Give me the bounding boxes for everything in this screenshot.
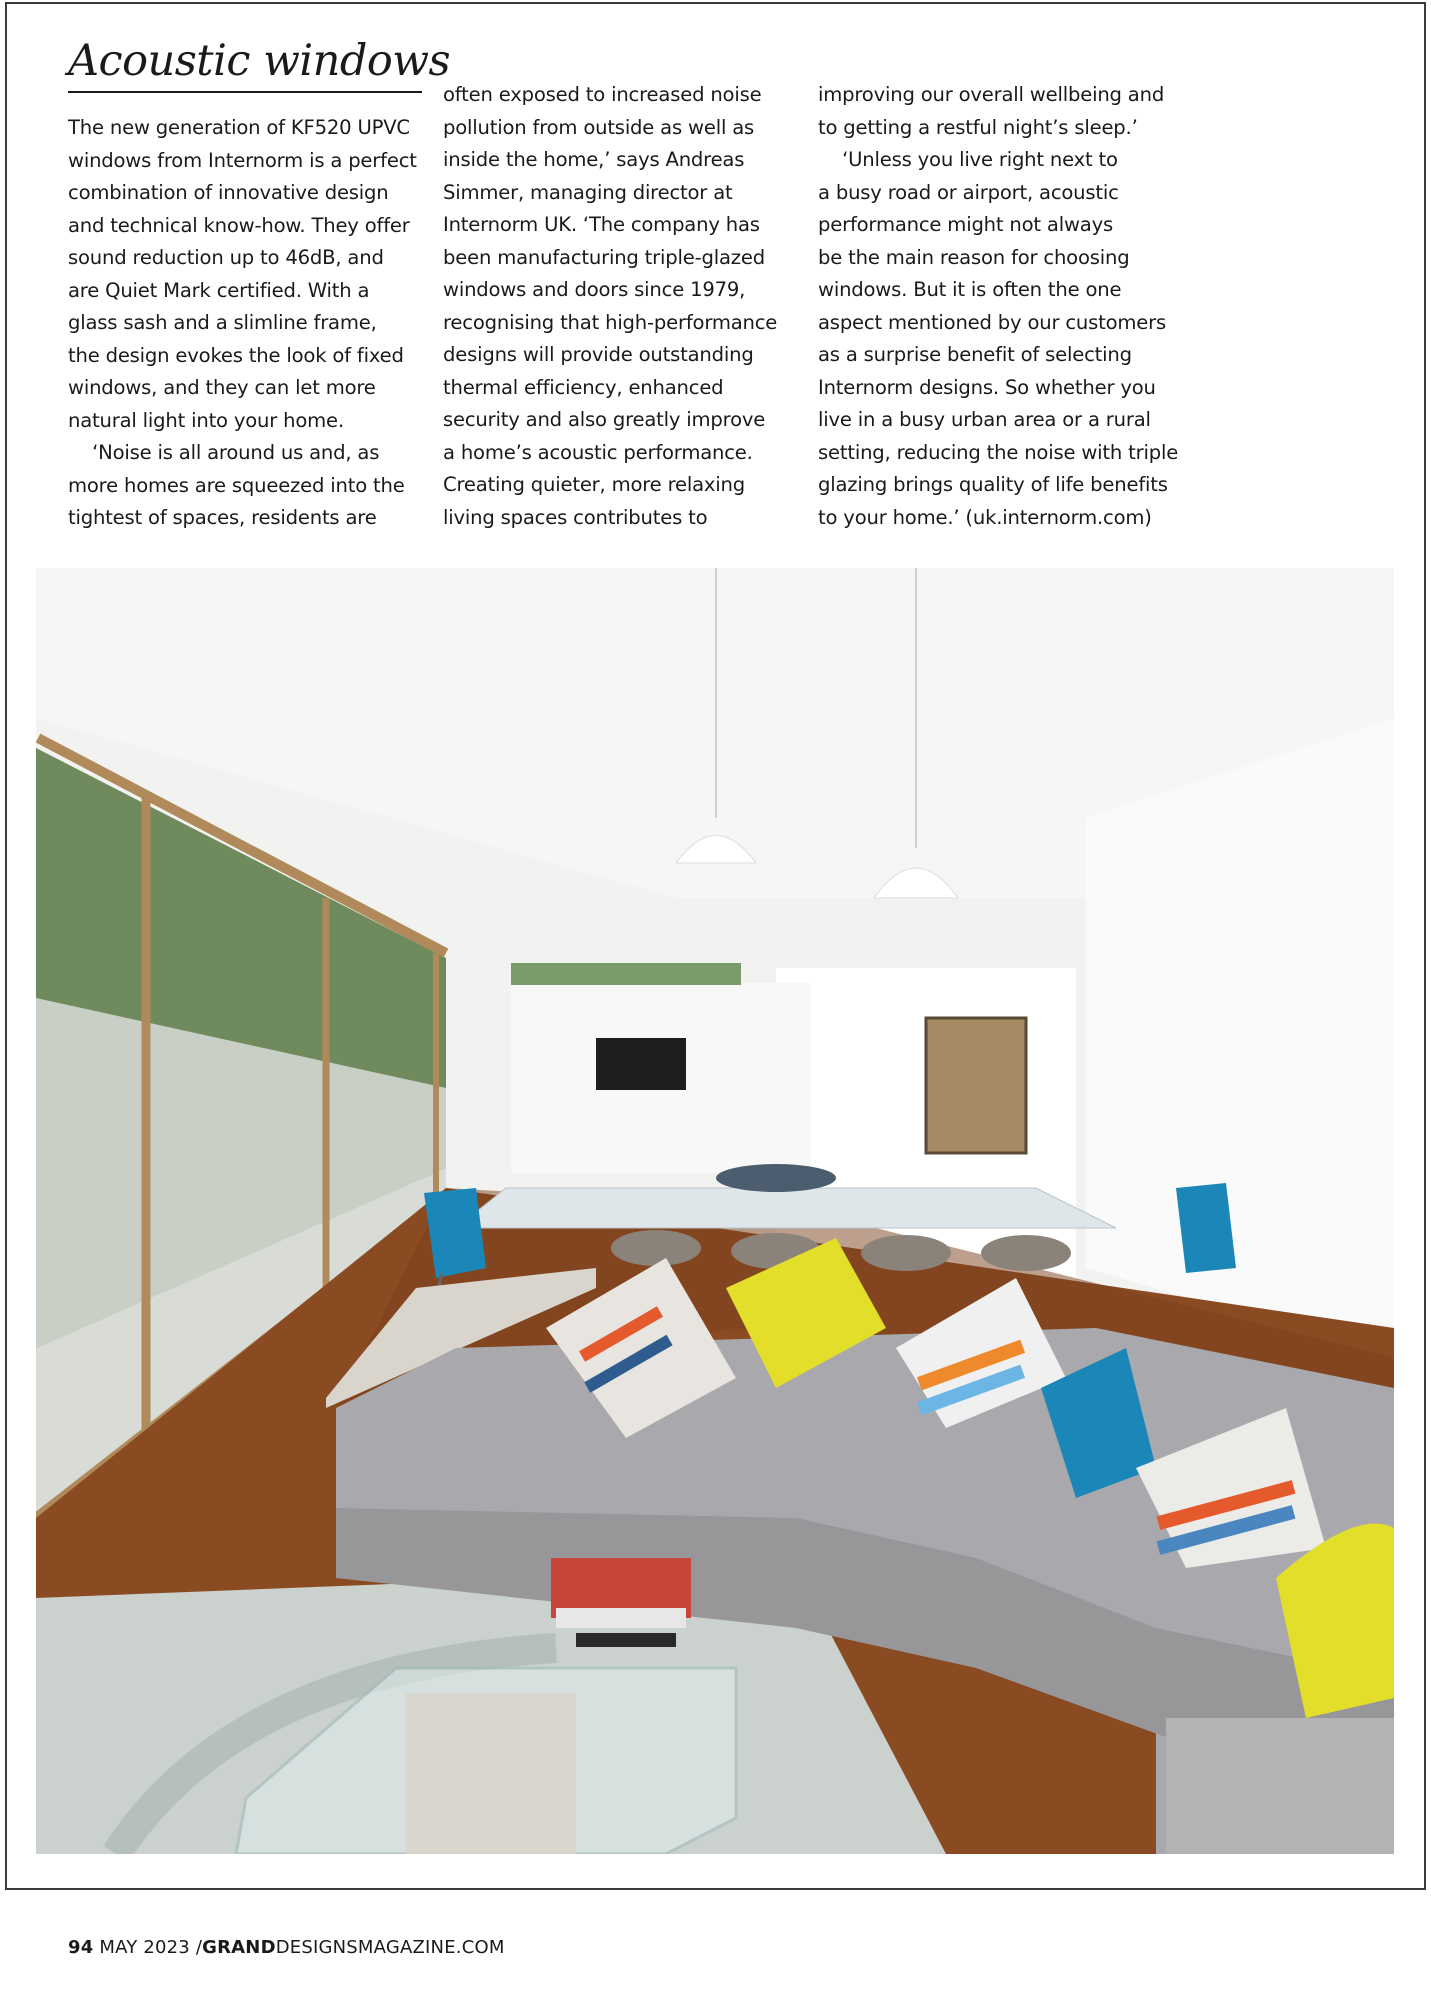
body-text-line: sound reduction up to 46dB, and [68,246,384,269]
body-text-line: setting, reducing the noise with triple [818,440,1179,464]
body-text-line: ‘Unless you live right next to [818,148,1118,171]
body-text-line: glazing brings quality of life benefits [818,473,1168,496]
issue-date: MAY 2023 / [99,1937,203,1958]
body-text-line: tightest of spaces, residents are [68,506,377,529]
body-text-line: windows. But it is often the one [818,278,1122,301]
body-text-line: to your home.’ (uk.internorm.com) [818,505,1152,529]
body-text-line: windows from Internorm is a perfect [68,148,417,172]
body-text-line: recognising that high-performance [443,310,778,334]
text-column-1 [68,112,430,535]
body-text-line: been manufacturing triple-glazed [443,245,765,269]
body-text-line: security and also greatly improve [443,408,766,431]
brand-name-bold: GRAND [202,1937,276,1958]
body-text-line: the design evokes the look of fixed [68,343,404,367]
body-text-line: inside the home,’ says Andreas [443,148,745,171]
article-headline: Acoustic windows [68,36,451,86]
body-text-line: be the main reason for choosing [818,245,1130,269]
body-text-line: windows, and they can let more [68,376,376,399]
body-text-line: pollution from outside as well as [443,115,755,139]
living-room-photo [36,568,1394,1854]
body-text-line: windows and doors since 1979, [443,278,746,301]
body-text-line: Internorm UK. ‘The company has [443,213,760,236]
body-text-line: designs will provide outstanding [443,343,754,366]
body-text-line: glass sash and a slimline frame, [68,311,377,334]
body-text-line: living spaces contributes to [443,505,708,529]
body-text-line: live in a busy urban area or a rural [818,408,1151,431]
body-text-line: aspect mentioned by our customers [818,310,1167,334]
body-text-line: thermal efficiency, enhanced [443,375,724,399]
body-text-line: and technical know-how. They offer [68,213,410,237]
body-text-line: as a surprise benefit of selecting [818,343,1132,366]
body-text-line: Creating quieter, more relaxing [443,473,745,496]
body-text-line: more homes are squeezed into the [68,473,405,497]
body-text-line: performance might not always [818,213,1114,236]
body-text-line: The new generation of KF520 UPVC [68,116,410,139]
page-number: 94 [68,1937,94,1958]
text-column-2 [443,79,805,534]
body-text-line: often exposed to increased noise [443,83,762,106]
body-text-line: a home’s acoustic performance. [443,440,753,464]
text-column-3 [818,79,1180,534]
body-text-line: natural light into your home. [68,408,344,432]
body-text-line: a busy road or airport, acoustic [818,180,1119,204]
body-text-line: combination of innovative design [68,181,389,204]
body-text-line: to getting a restful night’s sleep.’ [818,115,1138,139]
body-text-line: Internorm designs. So whether you [818,375,1156,399]
body-text-line: Simmer, managing director at [443,180,733,204]
body-text-line: are Quiet Mark certified. With a [68,278,370,302]
page-footer [68,1937,505,1958]
headline-rule [68,91,422,93]
body-text-line: improving our overall wellbeing and [818,83,1165,106]
brand-name-rest: DESIGNSMAGAZINE.COM [275,1937,505,1958]
body-text-line: ‘Noise is all around us and, as [68,441,380,464]
